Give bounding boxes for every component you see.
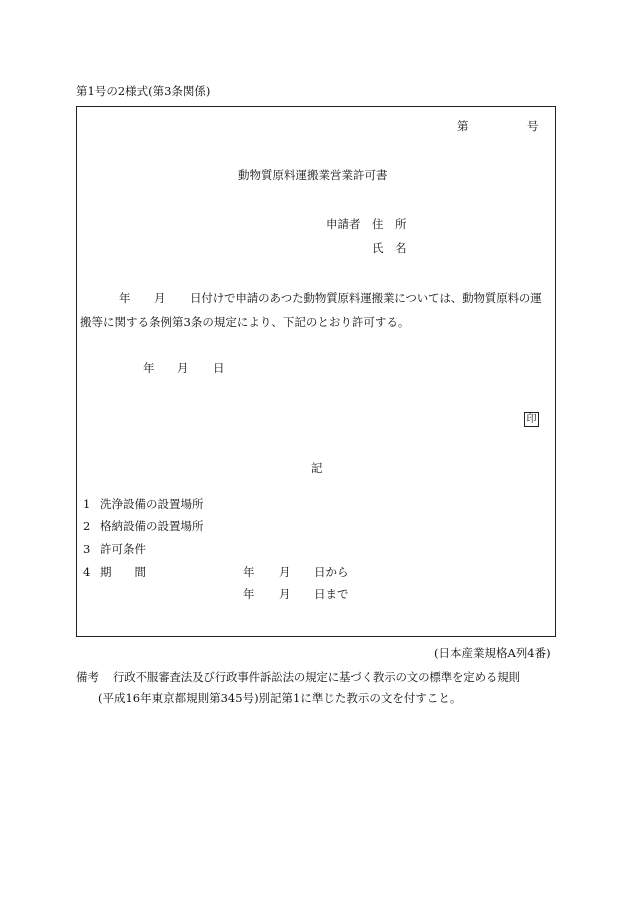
document-title: 動物質原料運搬業営業許可書 <box>238 168 388 182</box>
number-prefix: 第 <box>457 119 469 133</box>
remarks-label: 備考 <box>76 670 99 684</box>
period-from-year: 年 <box>243 565 255 579</box>
item-4-label: 期 間 <box>100 565 146 579</box>
item-3-number: 3 <box>83 542 91 556</box>
period-from-month: 月 <box>279 565 291 579</box>
body-month: 月 <box>154 291 166 305</box>
item-2-label: 格納設備の設置場所 <box>100 519 204 533</box>
period-to-day: 日まで <box>314 587 349 601</box>
item-3-label: 許可条件 <box>100 542 146 556</box>
item-1-number: 1 <box>83 497 91 511</box>
number-suffix: 号 <box>527 119 539 133</box>
remarks-line1: 行政不服審査法及び行政事件訴訟法の規定に基づく教示の文の標準を定める規則 <box>113 670 520 684</box>
period-from-day: 日から <box>314 565 349 579</box>
applicant-label: 申請者 <box>326 217 361 231</box>
issue-day: 日 <box>213 361 225 375</box>
remarks-line2: (平成16年東京都規則第345号)別記第1に準じた教示の文を付すこと。 <box>98 691 462 705</box>
body-year: 年 <box>119 291 131 305</box>
seal-icon: 印 <box>524 412 539 427</box>
body-text-line1: 日付けで申請のあつた動物質原料運搬業については、動物質原料の運 <box>190 291 542 305</box>
period-to-year: 年 <box>243 587 255 601</box>
applicant-name-label: 氏 名 <box>372 241 407 255</box>
period-to-month: 月 <box>279 587 291 601</box>
issue-month: 月 <box>177 361 189 375</box>
form-label: 第1号の2様式(第3条関係) <box>76 84 211 98</box>
paper-size-note: (日本産業規格A列4番) <box>434 646 551 660</box>
item-4-number: 4 <box>83 565 91 579</box>
applicant-address-label: 住 所 <box>372 217 407 231</box>
ki-heading: 記 <box>311 461 323 475</box>
body-text-line2: 搬等に関する条例第3条の規定により、下記のとおり許可する。 <box>80 315 410 329</box>
issue-year: 年 <box>143 361 155 375</box>
item-1-label: 洗浄設備の設置場所 <box>100 497 204 511</box>
item-2-number: 2 <box>83 519 91 533</box>
